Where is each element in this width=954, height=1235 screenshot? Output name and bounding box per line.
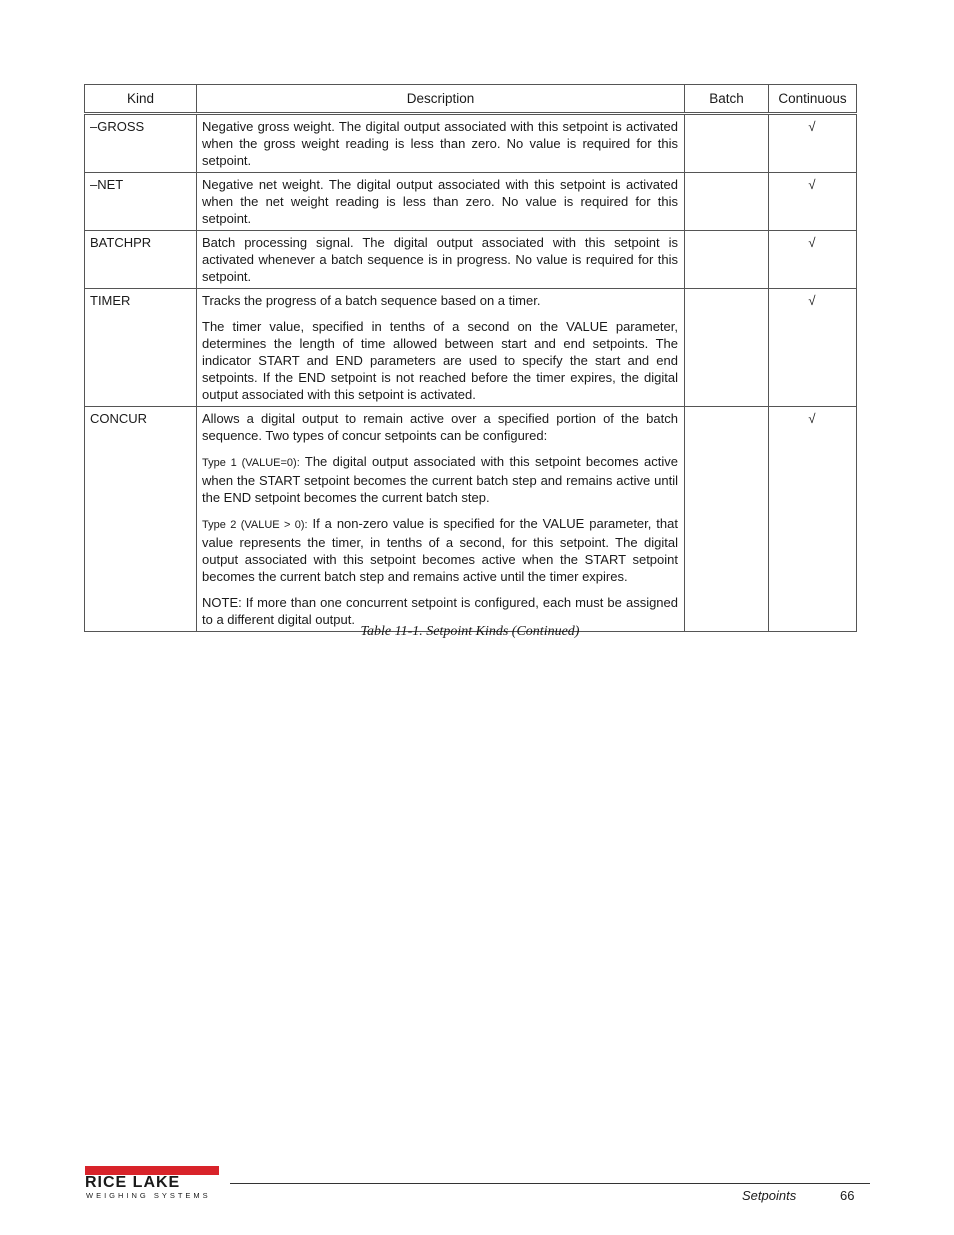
logo-tagline: WEIGHING SYSTEMS: [86, 1191, 211, 1200]
description-paragraph: [202, 453, 678, 506]
rice-lake-logo: [85, 1166, 221, 1200]
type-label: Type 2 (VALUE > 0):: [202, 519, 308, 531]
kind-cell: BATCHPR: [85, 231, 197, 289]
continuous-check-cell: √: [769, 231, 857, 289]
batch-cell: [685, 231, 769, 289]
continuous-check-cell: √: [769, 114, 857, 173]
description-cell: [197, 407, 685, 632]
continuous-check-cell: √: [769, 173, 857, 231]
table-body: [85, 114, 857, 632]
description-paragraph: [202, 594, 678, 628]
batch-cell: [685, 289, 769, 407]
table-row: [85, 231, 857, 289]
paragraph-text: The digital output associated with this setpoint becomes active when the START setpoint becomes the current batch step and remains active until the END setpoint becomes the current batch step.: [202, 454, 678, 505]
description-paragraph: [202, 234, 678, 285]
table-row: [85, 289, 857, 407]
paragraph-text: Batch processing signal. The digital output associated with this setpoint is activated whenever a batch sequence is in progress. No value is required for this setpoint.: [202, 235, 678, 284]
description-paragraph: [202, 410, 678, 444]
description-cell: [197, 289, 685, 407]
setpoint-kinds-table: [84, 84, 857, 632]
description-paragraph: [202, 515, 678, 585]
type-label: Type 1 (VALUE=0):: [202, 457, 300, 469]
batch-cell: [685, 173, 769, 231]
footer-section-name: Setpoints: [742, 1188, 797, 1203]
batch-cell: [685, 407, 769, 632]
continuous-check-cell: √: [769, 289, 857, 407]
header-kind: Kind: [85, 85, 197, 114]
header-continuous: Continuous: [769, 85, 857, 114]
table-row: [85, 114, 857, 173]
description-cell: [197, 231, 685, 289]
footer-page-number: 66: [840, 1188, 855, 1203]
paragraph-text: Negative gross weight. The digital output associated with this setpoint is activated when the gross weight reading is less than zero. No value is required for this setpoint.: [202, 119, 678, 168]
table-row: [85, 407, 857, 632]
table-row: [85, 173, 857, 231]
description-cell: [197, 114, 685, 173]
description-paragraph: [202, 318, 678, 403]
paragraph-text: The timer value, specified in tenths of a second on the VALUE parameter, determines the length of time allowed between start and end setpoints. The indicator START and END parameters are used to specify the start and end setpoints. If the END setpoint is not reached before the timer expires, the digital output associated with this setpoint is activated.: [202, 319, 678, 402]
paragraph-text: Negative net weight. The digital output associated with this setpoint is activated when the net weight reading is less than zero. No value is required for this setpoint.: [202, 177, 678, 226]
description-paragraph: [202, 292, 678, 309]
kind-cell: –NET: [85, 173, 197, 231]
description-paragraph: [202, 176, 678, 227]
batch-cell: [685, 114, 769, 173]
kind-cell: TIMER: [85, 289, 197, 407]
header-description: Description: [197, 85, 685, 114]
continuous-check-cell: √: [769, 407, 857, 632]
logo-wordmark: RICE LAKE: [85, 1174, 181, 1191]
paragraph-text: Allows a digital output to remain active over a specified portion of the batch sequence. Two types of concur setpoints can be configured:: [202, 411, 678, 443]
setpoint-kinds-table-container: [84, 84, 856, 632]
table-caption: Table 11-1. Setpoint Kinds (Continued): [360, 624, 580, 639]
paragraph-text: NOTE: If more than one concurrent setpoint is configured, each must be assigned to a different digital output.: [202, 595, 678, 627]
description-paragraph: [202, 118, 678, 169]
description-cell: [197, 173, 685, 231]
paragraph-text: If a non-zero value is specified for the VALUE parameter, that value represents the timer, in tenths of a second, for this setpoint. The digital output associated with this setpoint becomes active when the START setpoint becomes the current batch step and remains active until the timer expires.: [202, 516, 678, 584]
header-batch: Batch: [685, 85, 769, 114]
footer-rule: [230, 1183, 870, 1184]
paragraph-text: Tracks the progress of a batch sequence based on a timer.: [202, 293, 541, 308]
kind-cell: CONCUR: [85, 407, 197, 632]
kind-cell: –GROSS: [85, 114, 197, 173]
table-header-row: [85, 85, 857, 114]
